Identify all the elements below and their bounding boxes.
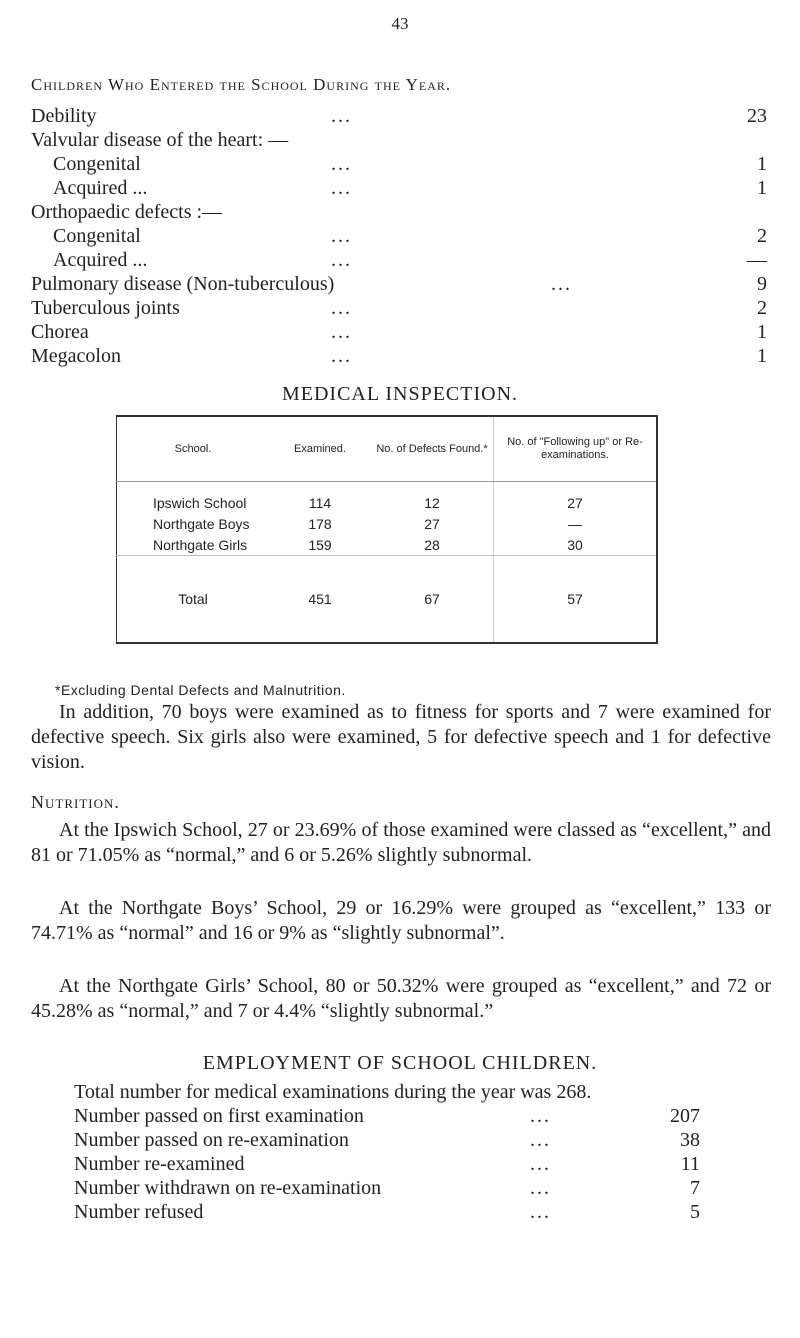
item-value: 11	[680, 1153, 700, 1175]
item-label: Debility	[31, 105, 97, 127]
table-cell: 27	[424, 515, 440, 532]
table-cell: Ipswich School	[153, 494, 247, 511]
leader-dots: ...	[331, 153, 352, 175]
table-row	[117, 513, 658, 534]
leader-dots: ...	[331, 225, 352, 247]
table-cell: 12	[424, 494, 440, 511]
table-header-row	[117, 416, 658, 482]
leader-dots: ...	[530, 1153, 551, 1175]
employment-intro: Total number for medical examinations during the year was 268.	[74, 1081, 592, 1103]
table-cell: 28	[424, 536, 440, 553]
leader-dots: ...	[331, 297, 352, 319]
item-label: Tuberculous joints	[31, 297, 180, 319]
table-total-row	[117, 556, 658, 644]
item-label: Number re-examined	[74, 1153, 245, 1175]
item-value: 1	[757, 153, 767, 175]
table-cell: Northgate Boys	[153, 515, 250, 532]
item-label: Acquired ...	[53, 249, 148, 271]
item-label: Pulmonary disease (Non-tuberculous)	[31, 273, 335, 295]
table-cell: 114	[308, 494, 332, 511]
table-cell: 178	[308, 515, 332, 532]
leader-dots: ...	[530, 1105, 551, 1127]
table-cell: Northgate Girls	[153, 536, 248, 553]
nutrition-heading: Nutrition.	[31, 792, 120, 812]
item-label: Congenital	[53, 225, 141, 247]
section-heading-children-entered: Children Who Entered the School During the Year.	[31, 75, 452, 94]
table-cell: 451	[269, 556, 371, 644]
item-value: 7	[690, 1177, 700, 1199]
item-label: Orthopaedic defects :—	[31, 201, 223, 223]
item-label: Number withdrawn on re-examination	[74, 1177, 382, 1199]
leader-dots: ...	[530, 1177, 551, 1199]
item-value: 1	[757, 345, 767, 367]
item-label: Megacolon	[31, 345, 121, 367]
medical-inspection-title: MEDICAL INSPECTION.	[281, 383, 519, 405]
item-value: —	[747, 249, 767, 271]
item-value: 2	[757, 225, 767, 247]
item-value: 9	[757, 273, 767, 295]
page-number: 43	[391, 14, 409, 33]
item-label: Number refused	[74, 1201, 204, 1223]
column-header-defects: No. of Defects Found.*	[371, 416, 494, 482]
table-footnote: *Excluding Dental Defects and Malnutrition.	[55, 682, 346, 698]
leader-dots: ...	[331, 345, 352, 367]
nutrition-paragraph-northgate-girls: At the Northgate Girls’ School, 80 or 50.32% were grouped as “excellent,” and 72 or 45.28% as “normal,” and 7 or 4.4% “slightly subnormal.”	[31, 975, 771, 1022]
table-cell: 67	[371, 556, 494, 644]
table-cell: 27	[494, 492, 658, 513]
item-value: 207	[670, 1105, 700, 1127]
table-cell: 30	[494, 534, 658, 556]
item-label: Chorea	[31, 321, 89, 343]
table-cell: Total	[117, 556, 270, 644]
table-cell: —	[494, 513, 658, 534]
column-header-school: School.	[117, 416, 270, 482]
additional-examinations-paragraph: In addition, 70 boys were examined as to fitness for sports and 7 were examined for defective speech. Six girls also were examined, 5 for defective speech and 1 for defective vision.	[31, 701, 771, 773]
item-label: Valvular disease of the heart: —	[31, 129, 289, 151]
medical-inspection-table	[116, 415, 658, 644]
item-label: Congenital	[53, 153, 141, 175]
item-value: 23	[747, 105, 767, 127]
table-row	[117, 492, 658, 513]
leader-dots: ...	[331, 249, 352, 271]
table-row	[117, 534, 658, 556]
leader-dots: ...	[551, 273, 572, 295]
leader-dots: ...	[331, 177, 352, 199]
item-value: 38	[680, 1129, 700, 1151]
column-header-examined: Examined.	[269, 416, 371, 482]
item-label: Acquired ...	[53, 177, 148, 199]
item-label: Number passed on re-examination	[74, 1129, 349, 1151]
leader-dots: ...	[530, 1201, 551, 1223]
table-cell: 159	[308, 536, 332, 553]
item-label: Number passed on first examination	[74, 1105, 364, 1127]
item-value: 1	[757, 321, 767, 343]
nutrition-paragraph-northgate-boys: At the Northgate Boys’ School, 29 or 16.29% were grouped as “excellent,” 133 or 74.71% as “normal” and 16 or 9% as “slightly subnormal”.	[31, 897, 771, 944]
leader-dots: ...	[530, 1129, 551, 1151]
item-value: 5	[690, 1201, 700, 1223]
leader-dots: ...	[331, 105, 352, 127]
nutrition-paragraph-ipswich: At the Ipswich School, 27 or 23.69% of those examined were classed as “excellent,” and 81 or 71.05% as “normal,” and 6 or 5.26% slightly subnormal.	[31, 819, 771, 866]
item-value: 2	[757, 297, 767, 319]
column-header-reexaminations: No. of "Following up" or Re-examinations.	[494, 416, 658, 482]
employment-title: EMPLOYMENT OF SCHOOL CHILDREN.	[202, 1052, 598, 1074]
table-cell: 57	[494, 556, 658, 644]
item-value: 1	[757, 177, 767, 199]
leader-dots: ...	[331, 321, 352, 343]
